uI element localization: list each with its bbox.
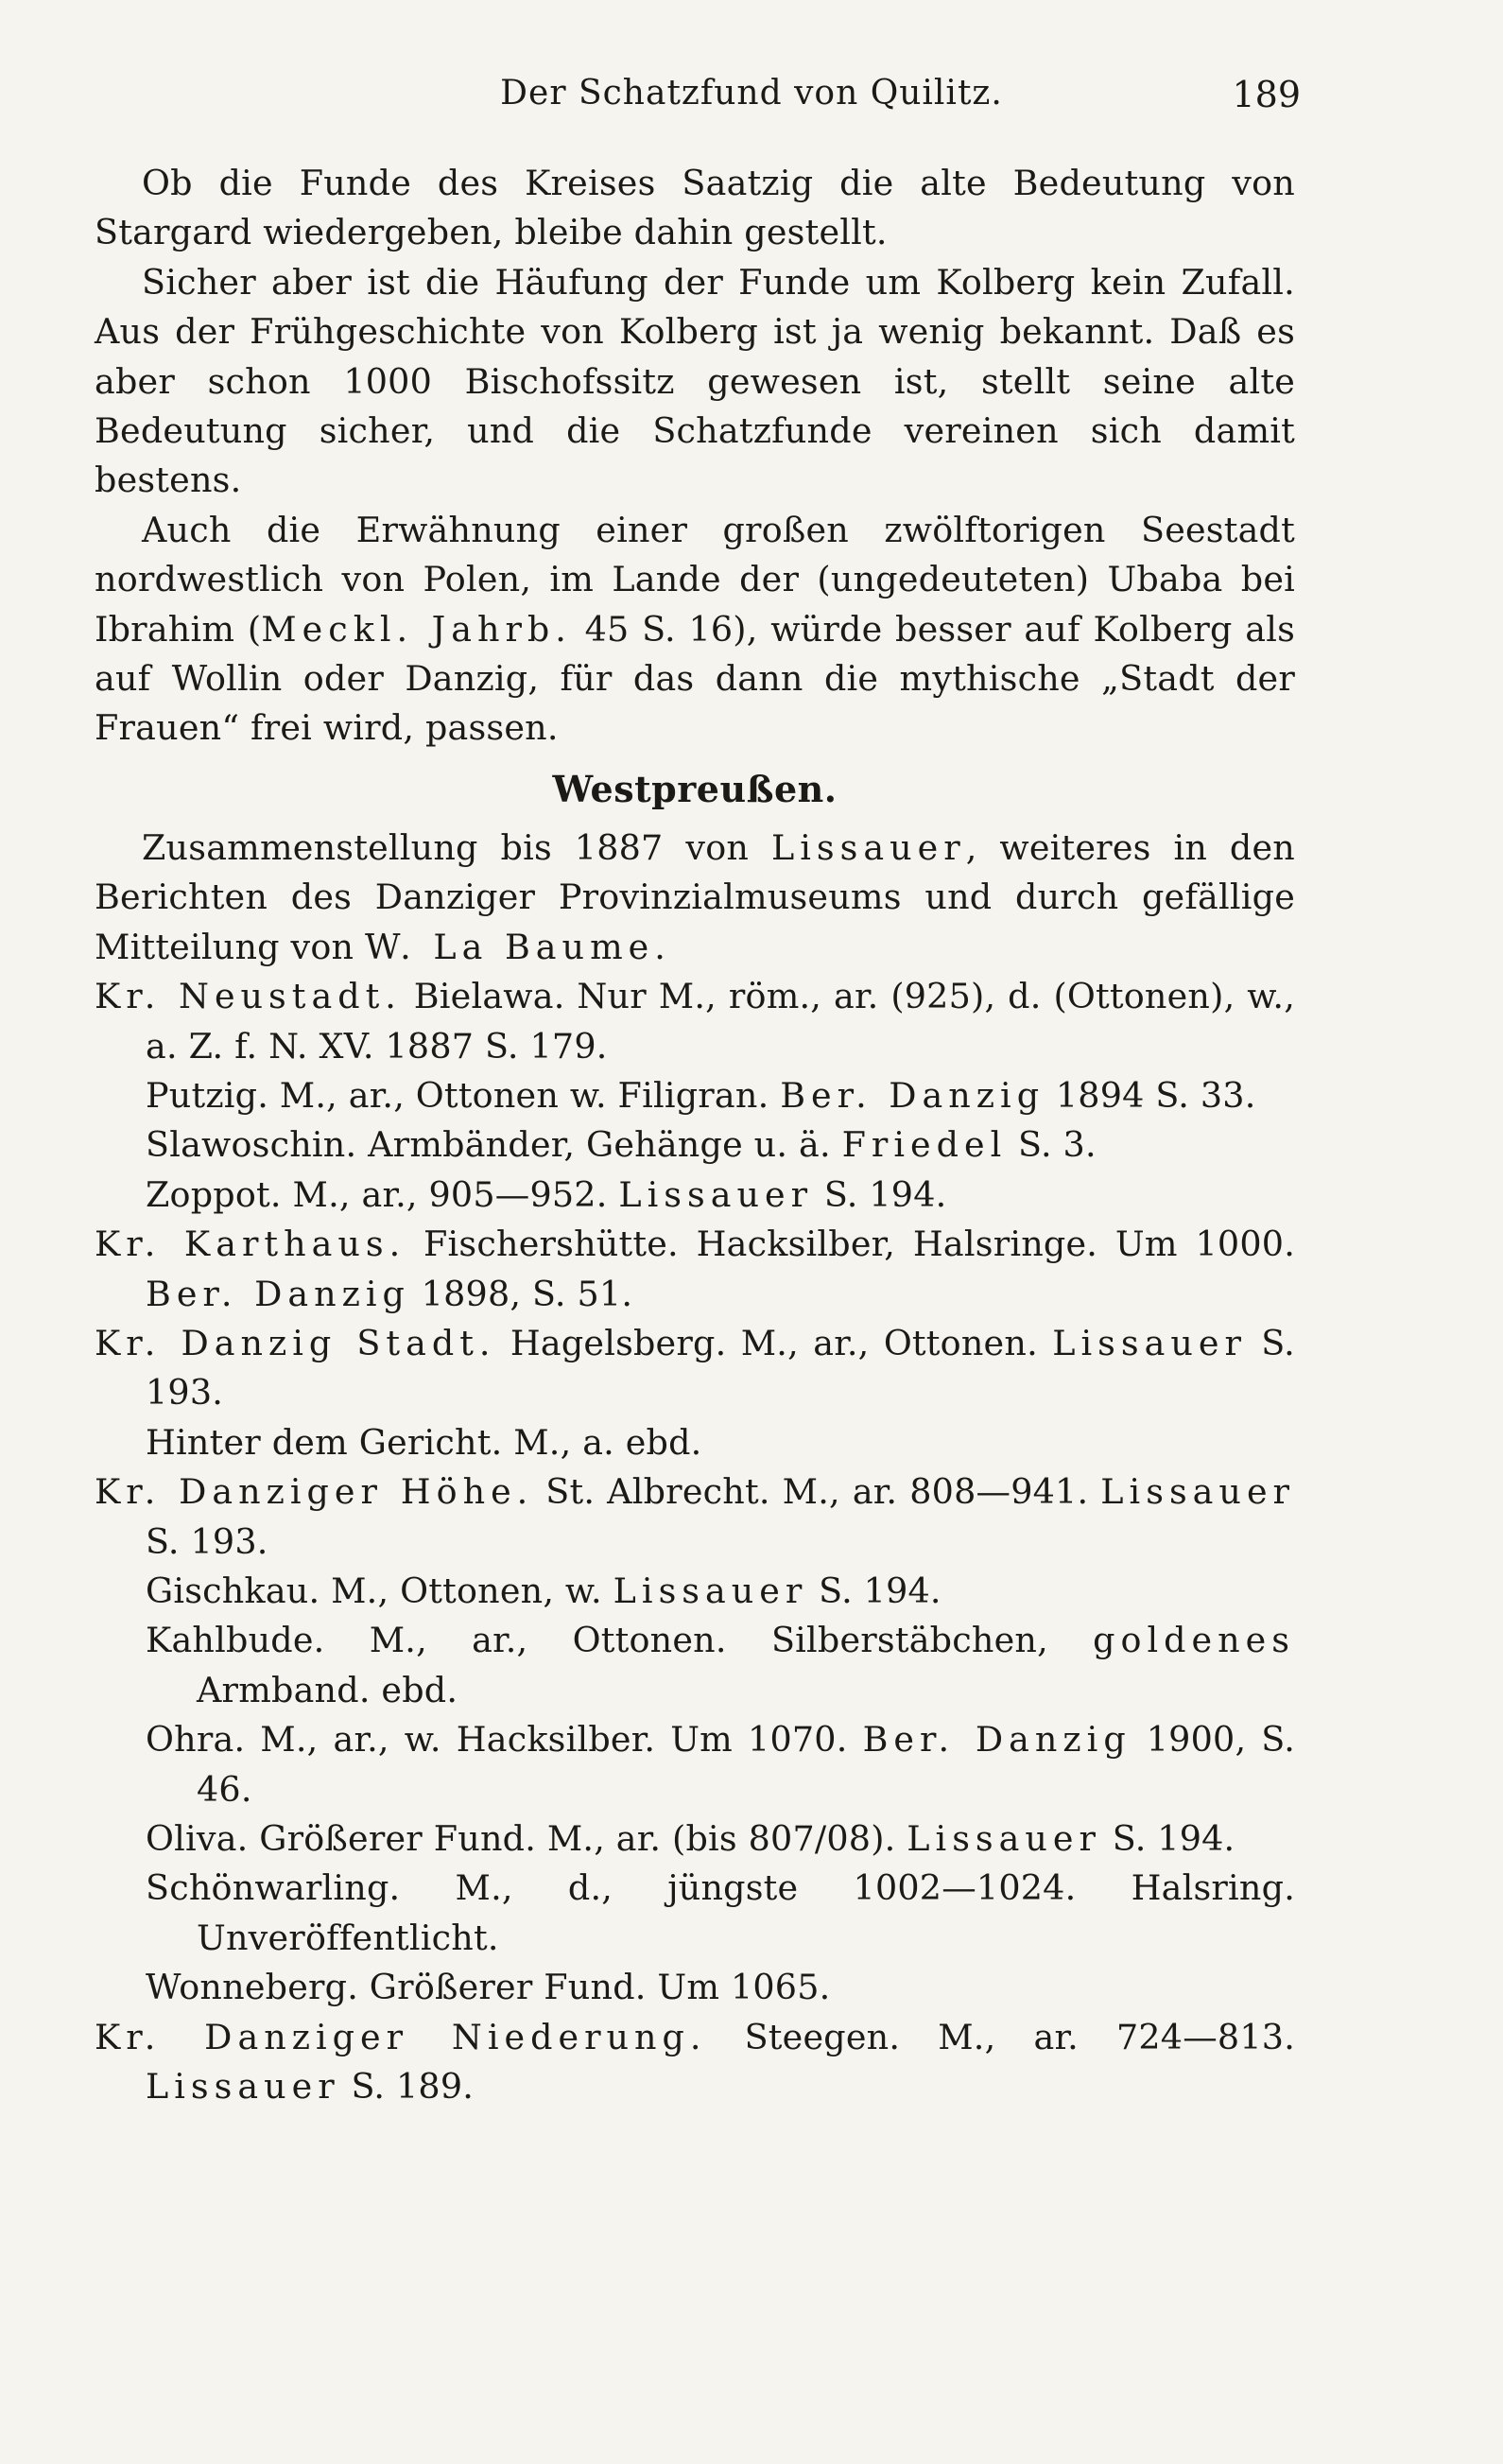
entry-text: Steegen. M., ar. 724—813. [706, 2016, 1295, 2057]
place-entry [95, 1715, 1295, 1814]
reference: Ber. Danzig [862, 1719, 1132, 1761]
district-entry [95, 1319, 1295, 1418]
entry-text: Putzig. M., ar., Ottonen w. Filigran. [146, 1074, 781, 1116]
entry-text: S. 3. [1007, 1124, 1097, 1166]
place-entry: Hinter dem Gericht. M., a. ebd. [146, 1421, 702, 1463]
entry-text: Kahlbude. M., ar., Ottonen. Silberstäbchen, [146, 1620, 1094, 1661]
text-segment: , weiteres in den Berichten des Danziger Provinzialmuseums und durch gefällige Mitteilung von [95, 826, 1296, 967]
reference: Lissauer [1052, 1322, 1247, 1363]
entry-text: Slawoschin. Armbänder, Gehänge u. ä. [146, 1124, 842, 1166]
district-name: Kr. Danzig Stadt. [95, 1322, 496, 1363]
section-intro [95, 824, 1295, 972]
entry-text: S. 193. [146, 1520, 268, 1562]
district-entry [95, 1467, 1295, 1567]
reference: Ber. Danzig [146, 1273, 410, 1314]
paragraph: Sicher aber ist die Häufung der Funde um Kolberg kein Zufall. Aus der Frühgeschichte von Kolberg ist ja wenig bekannt. Daß es aber schon 1000 Bischofssitz gewesen ist, stellt seine alte Bedeutung sicher, und die Schatzfunde vereinen sich damit bestens. [95, 261, 1295, 501]
entry-text: Gischkau. M., Ottonen, w. [146, 1570, 613, 1611]
text-segment: Auch die Erwähnung einer großen zwölftorigen Seestadt nordwestlich von Polen, im Lande der (ungedeuteten) Ubaba bei Ibrahim ( [95, 509, 1295, 650]
district-name: Kr. Karthaus. [95, 1223, 406, 1265]
reference: Lissauer [613, 1570, 808, 1611]
entry-text: 1898, S. 51. [409, 1273, 633, 1314]
place-entry [95, 1071, 1295, 1120]
place-entry [95, 1567, 1295, 1616]
district-name: Kr. Danziger Niederung. [95, 2016, 707, 2057]
entry-text: 1900, S. 46. [197, 1719, 1295, 1810]
emphasis: goldenes [1093, 1620, 1295, 1661]
district-entry [95, 2013, 1295, 2112]
reference: Lissauer [618, 1173, 814, 1215]
text-segment: Zusammenstellung bis 1887 von [142, 826, 771, 868]
place-entry [95, 1120, 1295, 1170]
entry-text: Ohra. M., ar., w. Hacksilber. Um 1070. [146, 1719, 863, 1761]
place-entry [95, 1171, 1295, 1220]
place-entry [95, 1814, 1295, 1864]
entry-text: 1894 S. 33. [1045, 1074, 1256, 1116]
entry-text: S. 194. [813, 1173, 947, 1215]
paragraph: Ob die Funde des Kreises Saatzig die alte Bedeutung von Stargard wiedergeben, bleibe dahin gestellt. [95, 163, 1295, 253]
district-entry [95, 972, 1295, 1071]
entry-text: S. 194. [1100, 1818, 1235, 1859]
reference: Lissauer [1100, 1471, 1295, 1513]
page-number: 189 [1232, 74, 1301, 115]
entry-text: Zoppot. M., ar., 905—952. [146, 1173, 619, 1215]
page-header [0, 74, 1503, 130]
journal-reference: Meckl. Jahrb. [261, 608, 572, 650]
reference: Ber. Danzig [780, 1074, 1045, 1116]
reference: Lissauer [907, 1818, 1101, 1859]
paragraph [95, 506, 1295, 754]
place-entry [95, 1616, 1295, 1715]
section-heading: Westpreußen. [552, 767, 838, 810]
text-segment: 45 S. 16), würde besser auf Kolberg als auf Wollin oder Danzig, für das dann die mythische „Stadt der Frauen“ frei wird, passen. [95, 608, 1295, 749]
entry-text: S. 193. [146, 1322, 1295, 1414]
page-body [95, 159, 1295, 2111]
district-name: Kr. Danziger Höhe. [95, 1471, 534, 1513]
author-name: W. La Baume [365, 926, 655, 967]
entry-text: St. Albrecht. M., ar. 808—941. [533, 1471, 1101, 1513]
place-entry: Schönwarling. M., d., jüngste 1002—1024. Halsring. Unveröffentlicht. [146, 1867, 1295, 1958]
district-entry [95, 1220, 1295, 1319]
entry-text: S. 194. [807, 1570, 942, 1611]
entry-text: Fischershütte. Hacksilber, Halsringe. Um 1000. [406, 1223, 1295, 1265]
district-name: Kr. Neustadt. [95, 976, 402, 1017]
author-name: Lissauer [770, 826, 966, 868]
entry-text: Oliva. Größerer Fund. M., ar. (bis 807/08). [146, 1818, 907, 1859]
reference: Lissauer [146, 2066, 340, 2108]
place-entry: Wonneberg. Größerer Fund. Um 1065. [146, 1967, 831, 2008]
entry-text: Bielawa. Nur M., röm., ar. (925), d. (Ottonen), w., a. Z. f. N. XV. 1887 S. 179. [146, 976, 1295, 1067]
entry-text: Armband. ebd. [197, 1669, 458, 1710]
entry-text: S. 189. [339, 2066, 475, 2108]
running-title: Der Schatzfund von Quilitz. [500, 74, 1003, 113]
reference: Friedel [841, 1124, 1008, 1166]
entry-text: Hagelsberg. M., ar., Ottonen. [495, 1322, 1053, 1363]
text-segment: . [654, 926, 666, 967]
